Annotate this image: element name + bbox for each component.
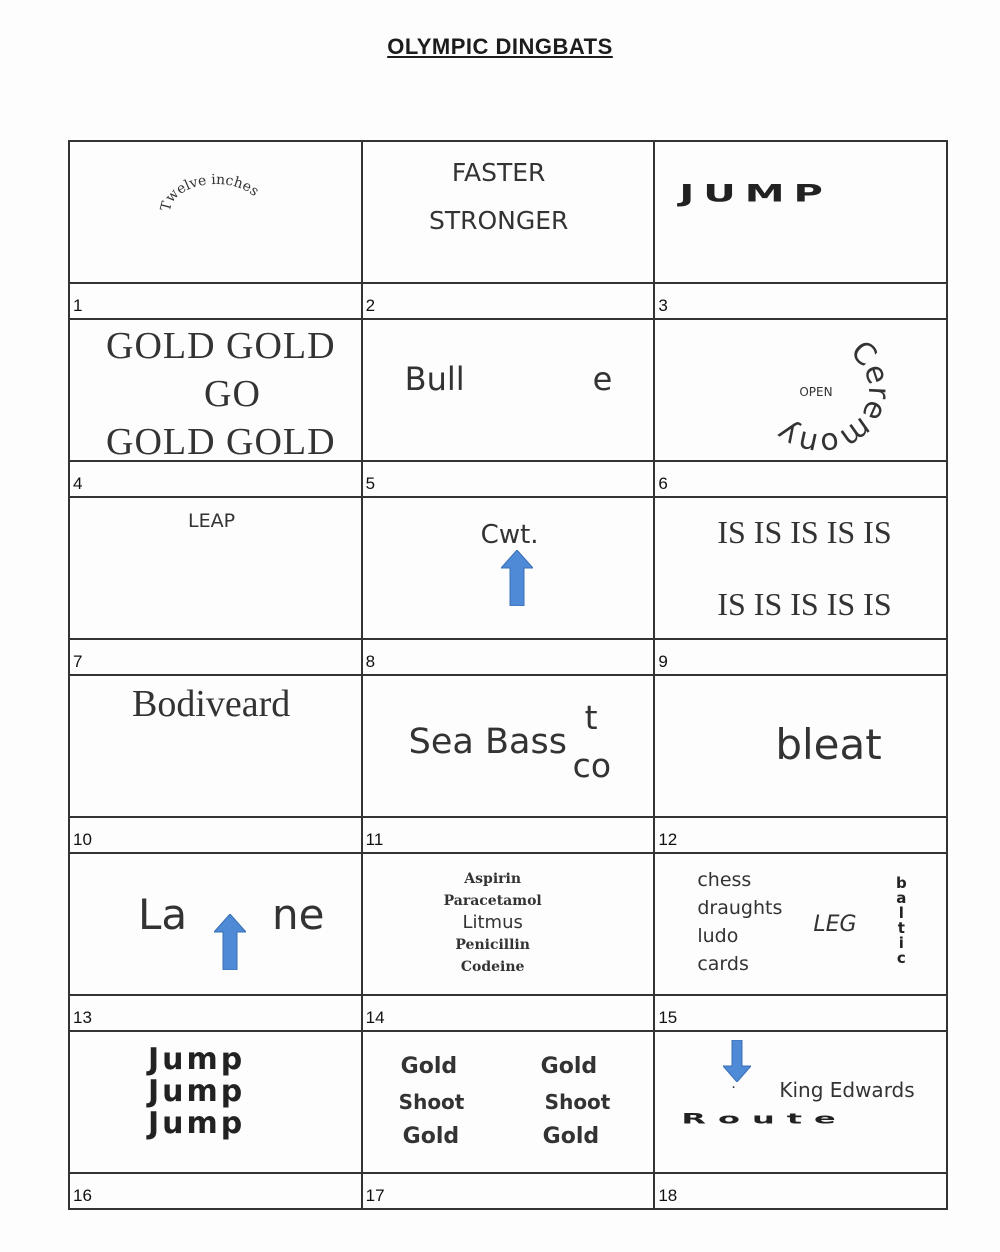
puzzle-12 [655,676,948,816]
puzzle-number: 13 [73,1008,92,1027]
number-row-6 [70,1174,948,1210]
puzzle-16 [70,1032,363,1172]
svg-text:Ceremony [771,334,897,460]
puzzle-3 [655,142,948,282]
ceremony-text: Ceremony [771,334,897,460]
jump-text: JUMP [679,180,832,208]
baltic-letter: b [895,874,907,892]
puzzle-number: 4 [73,474,83,493]
puzzle-11 [363,676,656,816]
jump-stack [148,1044,245,1140]
puzzle-number: 7 [73,652,83,671]
grid-row-5 [70,854,948,996]
puzzle-9 [655,498,948,638]
chess-text: chess [697,869,752,891]
bull-text: Bull [404,360,465,398]
cwt-text: Cwt. [480,520,539,550]
puzzle-17 [363,1032,656,1172]
number-row-1 [70,284,948,320]
jump-line: Jump [148,1106,246,1141]
puzzle-4 [70,320,363,460]
shoot-right: Shoot [544,1090,611,1114]
circular-text-twelve-inches [70,142,362,282]
puzzle-number: 16 [73,1186,92,1205]
e-text: e [592,360,613,398]
puzzle-1 [70,142,363,282]
grid-row-2 [70,320,948,462]
gold-bottom-left: Gold [402,1124,460,1149]
puzzle-number: 8 [365,652,376,671]
bleat-text: bleat [775,720,882,769]
puzzle-number: 17 [365,1186,385,1205]
svg-text:Twelve inches [158,172,262,213]
bodiveard-text: Bodiveard [132,683,291,725]
number-row-3 [70,640,948,676]
gold-top-left: Gold [400,1054,458,1079]
baltic-letter: i [898,934,904,952]
page-title: OLYMPIC DINGBATS [387,34,613,59]
ludo-text: ludo [697,925,739,947]
puzzle-number: 6 [658,474,668,493]
twelve-inches-text: Twelve inches [157,171,262,213]
gold-gold-bottom: GOLD GOLD [106,421,336,460]
puzzle-number: 1 [73,296,83,315]
draughts-text: draughts [697,897,783,919]
leap-text: LEAP [188,510,236,532]
puzzle-15 [655,854,948,994]
puzzle-8 [363,498,656,638]
litmus-text: Litmus [462,912,523,933]
puzzle-number: 15 [658,1008,678,1027]
penicillin-text: Penicillin [455,937,530,953]
puzzle-7 [70,498,363,638]
puzzle-13 [70,854,363,994]
puzzle-number: 2 [365,296,376,315]
cards-text: cards [697,953,749,975]
paracetamol-text: Paracetamol [443,893,542,909]
leg-text: LEG [813,912,857,937]
route-text: Route [681,1110,848,1128]
down-arrow-icon [723,1040,751,1082]
puzzle-number: 12 [658,830,678,849]
medicine-list [363,868,623,978]
baltic-letter: t [897,919,905,937]
stronger-text: STRONGER [428,206,569,235]
puzzle-number: 11 [365,830,384,849]
is-row-bottom: IS IS IS IS IS [717,586,892,622]
baltic-vertical [891,876,911,966]
puzzle-2 [363,142,656,282]
gold-gold-top: GOLD GOLD [106,325,336,367]
baltic-letter: c [896,949,906,967]
puzzle-number: 14 [365,1008,385,1027]
number-row-4 [70,818,948,854]
baltic-letter: a [896,889,907,907]
number-row-2 [70,462,948,498]
puzzle-number: 18 [658,1186,678,1205]
go-text: GO [204,373,261,415]
puzzle-14 [363,854,656,994]
up-arrow-icon [214,914,246,970]
number-row-5 [70,996,948,1032]
jump-line: Jump [148,1042,246,1077]
jump-line: Jump [148,1074,246,1109]
puzzle-10 [70,676,363,816]
games-list [697,866,782,978]
grid-row-6 [70,1032,948,1174]
co-text: co [572,746,612,785]
puzzle-18 [655,1032,948,1172]
grid-row-4 [70,676,948,818]
gold-bottom-right: Gold [542,1124,600,1149]
dingbat-grid [68,140,948,1210]
puzzle-number: 9 [658,652,668,671]
sea-bass-text: Sea Bass [408,722,567,762]
faster-text: FASTER [451,158,546,187]
grid-row-3 [70,498,948,640]
king-edwards-text: King Edwards [779,1078,915,1102]
puzzle-number: 10 [73,830,92,849]
aspirin-text: Aspirin [464,871,522,887]
open-text: OPEN [799,385,833,399]
gold-top-right: Gold [540,1054,598,1079]
t-text: t [584,698,598,737]
up-arrow-icon [501,550,533,606]
grid-row-1 [70,142,948,284]
ne-text: ne [272,890,325,939]
dot-text: . [731,1076,736,1092]
codeine-text: Codeine [460,959,525,975]
puzzle-6 [655,320,948,460]
shoot-left: Shoot [398,1090,465,1114]
baltic-letter: l [898,904,904,922]
puzzle-5 [363,320,656,460]
puzzle-number: 3 [658,296,668,315]
is-row-top: IS IS IS IS IS [717,514,892,550]
la-text: La [138,890,188,939]
puzzle-number: 5 [365,474,376,493]
